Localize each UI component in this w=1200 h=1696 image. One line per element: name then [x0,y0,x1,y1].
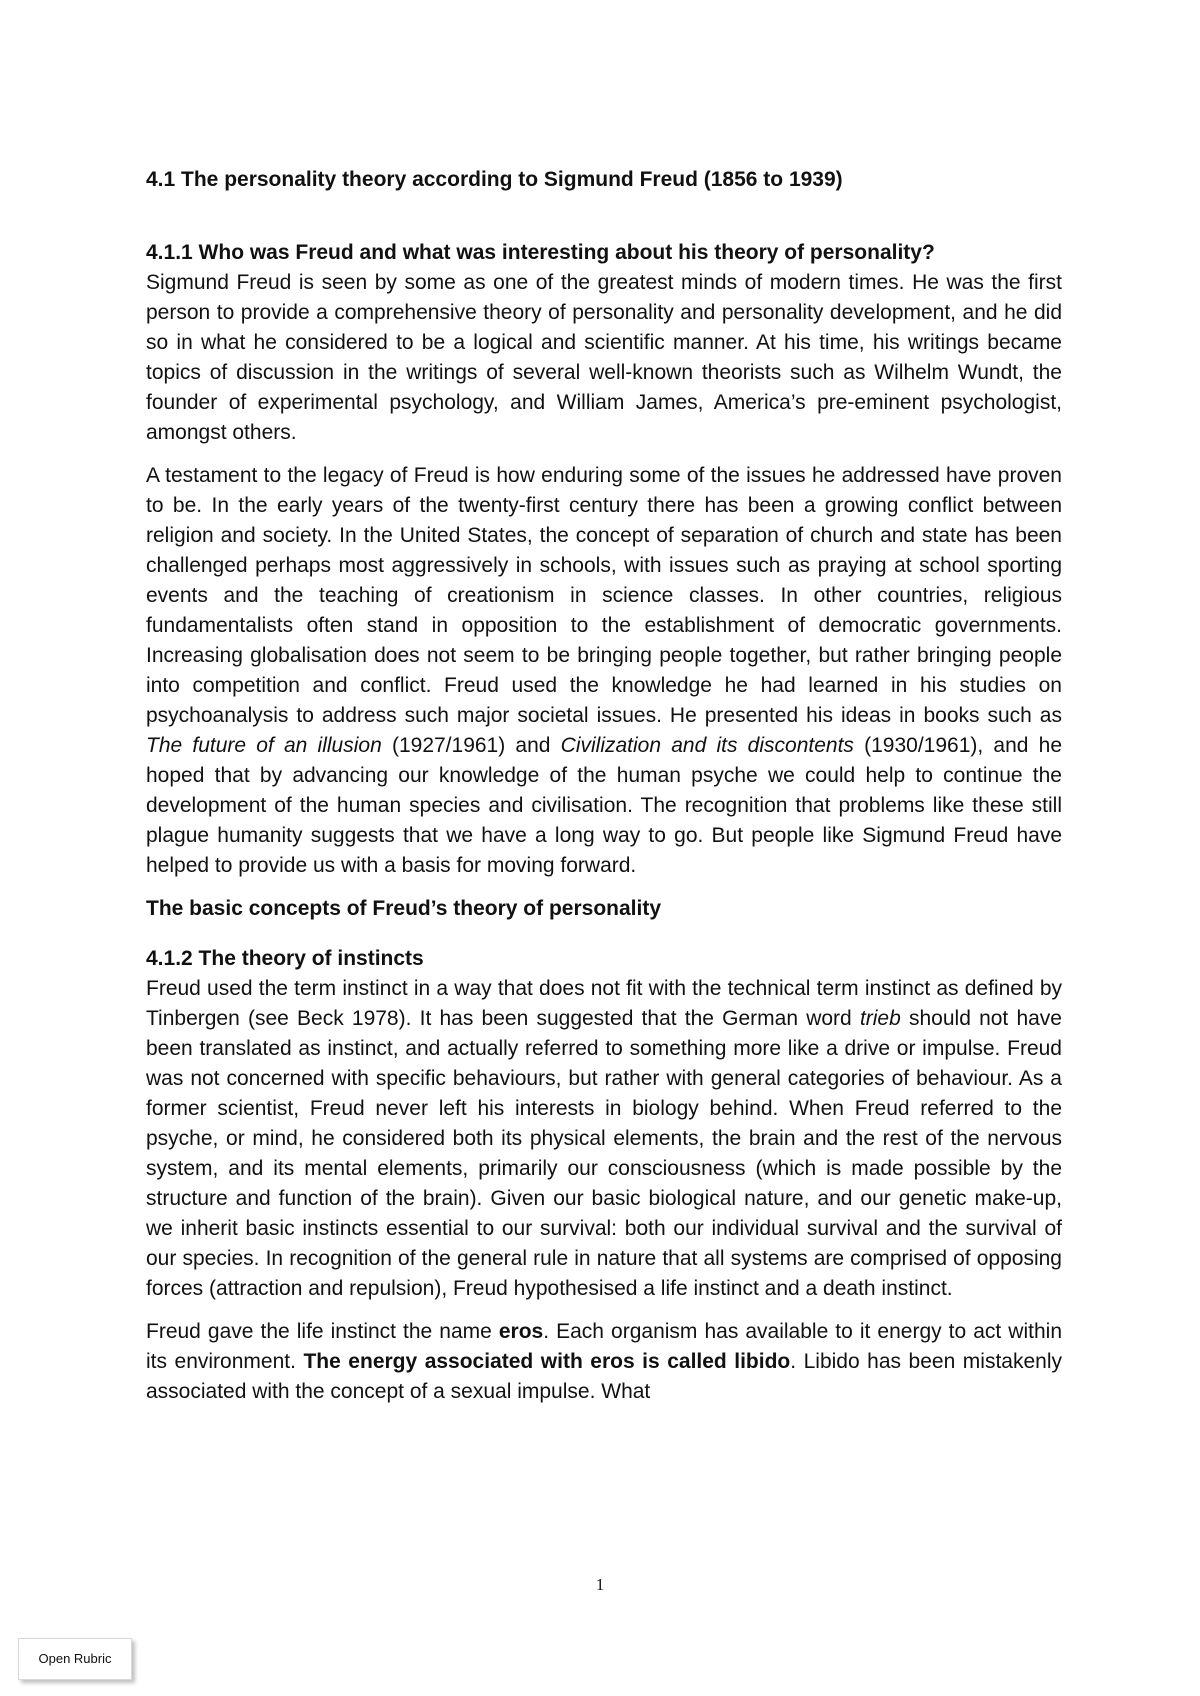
section-heading-theory-of-instincts: 4.1.2 The theory of instincts [146,947,424,970]
section-heading-who-was-freud: 4.1.1 Who was Freud and what was interesting about his theory of personality? [146,241,935,264]
paragraph-text: A testament to the legacy of Freud is how enduring some of the issues he addressed have proven to be. In the early years of the twenty-first century there has been a growing conflict between religion and society. In the United States, the concept of separation of church and state has been challenged perhaps most aggressively in schools, with issues such as praying at school sporting events and the teaching of creationism in science classes. In other countries, religious fundamentalists often stand in opposition to the establishment of democratic governments. Increasing globalisation does not seem to be bringing people together, but rather bringing people into competition and conflict. Freud used the knowledge he had learned in his studies on psychoanalysis to address such major societal issues. He presented his ideas in books such as [146,464,1062,727]
document-page [146,165,1062,1407]
term-trieb: trieb [859,1007,901,1030]
paragraph-text: . Libido has been mistakenly associated with the concept of a sexual impulse. What [146,1350,1062,1403]
paragraph-text: (1930/1961), and he hoped that by advancing our knowledge of the human psyche we could help to continue the development of the human species and civilisation. The recognition that problems like these still plague humanity suggests that we have a long way to go. But people like Sigmund Freud have helped to provide us with a basis for moving forward. [146,734,1063,877]
open-rubric-button[interactable]: Open Rubric [18,1638,132,1680]
paragraph-freud-legacy [146,461,1062,881]
term-eros: eros [498,1320,544,1343]
paragraph-text: Freud used the term instinct in a way that does not fit with the technical term instinct as defined by Tinbergen (see Beck 1978). It has been suggested that the German word [146,977,1062,1030]
document-title: 4.1 The personality theory according to Sigmund Freud (1856 to 1939) [146,168,843,191]
paragraph-text: . Each organism has available to it energy to act within its environment. [146,1320,1062,1373]
book-title-civilization-and-its-discontents: Civilization and its discontents [560,734,854,757]
term-libido-definition: The energy associated with eros is called libido [303,1350,791,1373]
paragraph-eros [146,1317,1062,1407]
page-number: 1 [595,1575,605,1594]
book-title-future-of-an-illusion: The future of an illusion [146,734,382,757]
paragraph-text: (1927/1961) and [381,734,561,757]
paragraph-text: should not have been translated as instinct, and actually referred to something more like a drive or impulse. Freud was not concerned with specific behaviours, but rather with general categories of behaviour. As a former scientist, Freud never left his interests in biology behind. When Freud referred to the psyche, or mind, he considered both its physical elements, the brain and the rest of the nervous system, and its mental elements, primarily our consciousness (which is made possible by the structure and function of the brain). Given our basic biological nature, and our genetic make-up, we inherit basic instincts essential to our survival: both our individual survival and the survival of our species. In recognition of the general rule in nature that all systems are comprised of opposing forces (attraction and repulsion), Freud hypothesised a life instinct and a death instinct. [146,1007,1062,1300]
paragraph-freud-intro: Sigmund Freud is seen by some as one of the greatest minds of modern times. He was the first person to provide a comprehensive theory of personality and personality development, and he did so in what he considered to be a logical and scientific manner. At his time, his writings became topics of discussion in the writings of several well-known theorists such as Wilhelm Wundt, the founder of experimental psychology, and William James, America’s pre-eminent psychologist, amongst others. [146,271,1062,444]
basic-concepts-heading: The basic concepts of Freud’s theory of personality [146,897,661,920]
paragraph-text: Freud gave the life instinct the name [146,1320,499,1343]
paragraph-instincts [146,974,1062,1304]
